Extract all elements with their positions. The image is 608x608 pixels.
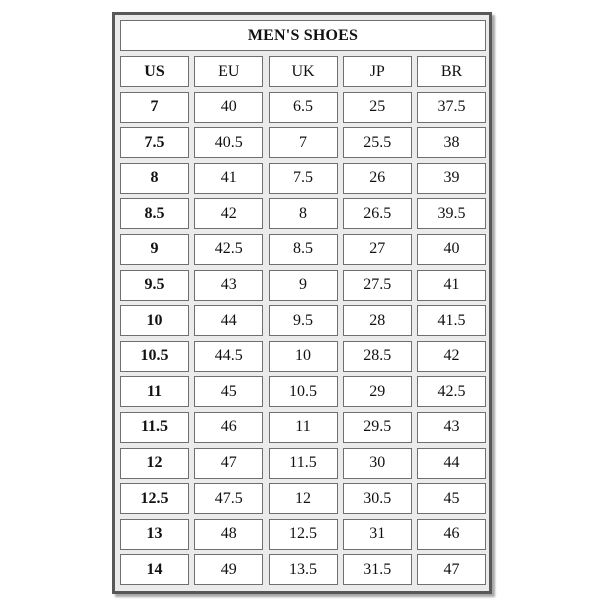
jp-size-cell: 31.5 — [343, 554, 412, 585]
eu-size-cell: 44 — [194, 305, 263, 336]
eu-size-cell: 43 — [194, 270, 263, 301]
us-size-cell: 12.5 — [120, 483, 189, 514]
eu-size-cell: 46 — [194, 412, 263, 443]
br-size-cell: 42 — [417, 341, 486, 372]
eu-size-cell: 48 — [194, 519, 263, 550]
header-us: US — [120, 56, 189, 87]
us-size-cell: 11 — [120, 376, 189, 407]
jp-size-cell: 26 — [343, 163, 412, 194]
header-jp: JP — [343, 56, 412, 87]
br-size-cell: 39 — [417, 163, 486, 194]
br-size-cell: 38 — [417, 127, 486, 158]
eu-size-cell: 40 — [194, 92, 263, 123]
us-size-cell: 11.5 — [120, 412, 189, 443]
jp-size-cell: 30.5 — [343, 483, 412, 514]
br-size-cell: 44 — [417, 448, 486, 479]
us-size-cell: 10.5 — [120, 341, 189, 372]
jp-size-cell: 25 — [343, 92, 412, 123]
header-eu: EU — [194, 56, 263, 87]
uk-size-cell: 7.5 — [269, 163, 338, 194]
br-size-cell: 46 — [417, 519, 486, 550]
br-size-cell: 41.5 — [417, 305, 486, 336]
eu-size-cell: 41 — [194, 163, 263, 194]
eu-size-cell: 45 — [194, 376, 263, 407]
uk-size-cell: 11 — [269, 412, 338, 443]
chart-title: MEN'S SHOES — [120, 20, 486, 51]
us-size-cell: 9 — [120, 234, 189, 265]
jp-size-cell: 31 — [343, 519, 412, 550]
us-size-cell: 7.5 — [120, 127, 189, 158]
header-br: BR — [417, 56, 486, 87]
us-size-cell: 8 — [120, 163, 189, 194]
jp-size-cell: 30 — [343, 448, 412, 479]
uk-size-cell: 8 — [269, 198, 338, 229]
jp-size-cell: 25.5 — [343, 127, 412, 158]
jp-size-cell: 28 — [343, 305, 412, 336]
us-size-cell: 8.5 — [120, 198, 189, 229]
jp-size-cell: 28.5 — [343, 341, 412, 372]
uk-size-cell: 8.5 — [269, 234, 338, 265]
header-uk: UK — [269, 56, 338, 87]
uk-size-cell: 9 — [269, 270, 338, 301]
uk-size-cell: 10 — [269, 341, 338, 372]
us-size-cell: 9.5 — [120, 270, 189, 301]
br-size-cell: 45 — [417, 483, 486, 514]
uk-size-cell: 10.5 — [269, 376, 338, 407]
eu-size-cell: 49 — [194, 554, 263, 585]
eu-size-cell: 40.5 — [194, 127, 263, 158]
eu-size-cell: 47 — [194, 448, 263, 479]
br-size-cell: 39.5 — [417, 198, 486, 229]
us-size-cell: 14 — [120, 554, 189, 585]
eu-size-cell: 42.5 — [194, 234, 263, 265]
us-size-cell: 13 — [120, 519, 189, 550]
uk-size-cell: 13.5 — [269, 554, 338, 585]
br-size-cell: 43 — [417, 412, 486, 443]
jp-size-cell: 26.5 — [343, 198, 412, 229]
us-size-cell: 12 — [120, 448, 189, 479]
jp-size-cell: 27.5 — [343, 270, 412, 301]
br-size-cell: 37.5 — [417, 92, 486, 123]
us-size-cell: 10 — [120, 305, 189, 336]
uk-size-cell: 11.5 — [269, 448, 338, 479]
br-size-cell: 42.5 — [417, 376, 486, 407]
jp-size-cell: 27 — [343, 234, 412, 265]
eu-size-cell: 42 — [194, 198, 263, 229]
uk-size-cell: 12 — [269, 483, 338, 514]
us-size-cell: 7 — [120, 92, 189, 123]
eu-size-cell: 47.5 — [194, 483, 263, 514]
uk-size-cell: 9.5 — [269, 305, 338, 336]
uk-size-cell: 12.5 — [269, 519, 338, 550]
jp-size-cell: 29.5 — [343, 412, 412, 443]
jp-size-cell: 29 — [343, 376, 412, 407]
uk-size-cell: 7 — [269, 127, 338, 158]
size-table — [120, 56, 486, 585]
eu-size-cell: 44.5 — [194, 341, 263, 372]
br-size-cell: 40 — [417, 234, 486, 265]
uk-size-cell: 6.5 — [269, 92, 338, 123]
br-size-cell: 47 — [417, 554, 486, 585]
br-size-cell: 41 — [417, 270, 486, 301]
